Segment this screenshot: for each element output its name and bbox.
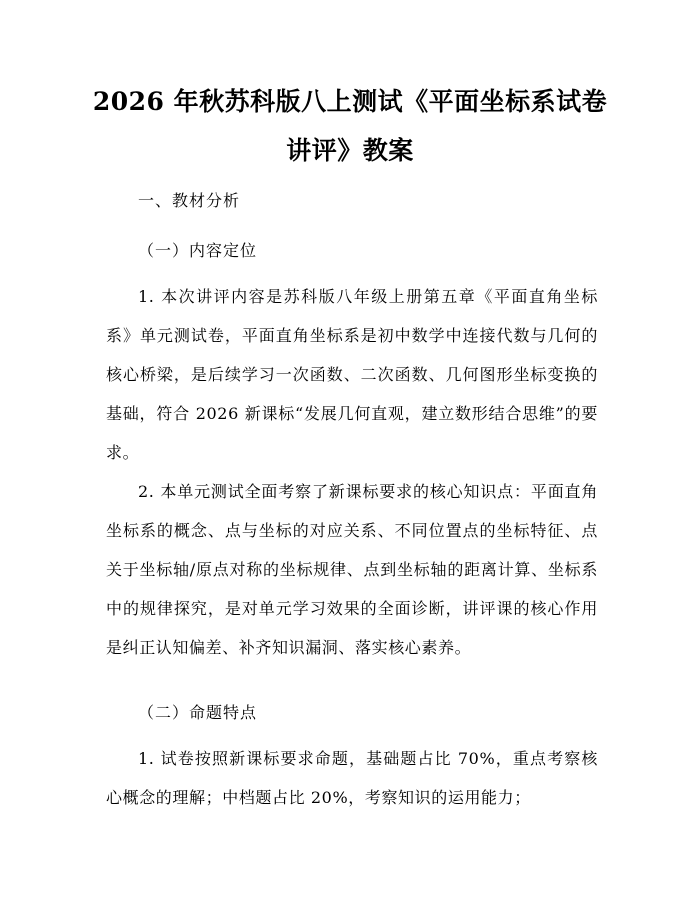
subsection-heading-question-features: （二）命题特点: [138, 703, 258, 722]
paragraph-content-positioning-2: 2. 本单元测试全面考察了新课标要求的核心知识点：平面直角坐标系的概念、点与坐标的对应关系、不同位置点的坐标特征、点关于坐标轴/原点对称的坐标规律、点到坐标轴的距离计算、坐标系中的规律探究，是对单元学习效果的全面诊断，讲评课的核心作用是纠正认知偏差、补齐知识漏洞、落实核心素养。: [106, 482, 598, 657]
paragraph-content-positioning-1: 1. 本次讲评内容是苏科版八年级上册第五章《平面直角坐标系》单元测试卷，平面直角坐标系是初中数学中连接代数与几何的核心桥梁，是后续学习一次函数、二次函数、几何图形坐标变换的基础，符合 2026 新课标“发展几何直观，建立数形结合思维”的要求。: [106, 287, 598, 462]
document-title-line-1: 2026 年秋苏科版八上测试《平面坐标系试卷: [92, 87, 608, 116]
paragraph-question-features-1: 1. 试卷按照新课标要求命题，基础题占比 70%，重点考察核心概念的理解；中档题占比 20%，考察知识的运用能力；: [106, 749, 598, 807]
subsection-heading-content-positioning: （一）内容定位: [138, 241, 258, 260]
section-heading-textbook-analysis: 一、教材分析: [138, 191, 241, 210]
document-title-line-2: 讲评》教案: [286, 136, 414, 165]
